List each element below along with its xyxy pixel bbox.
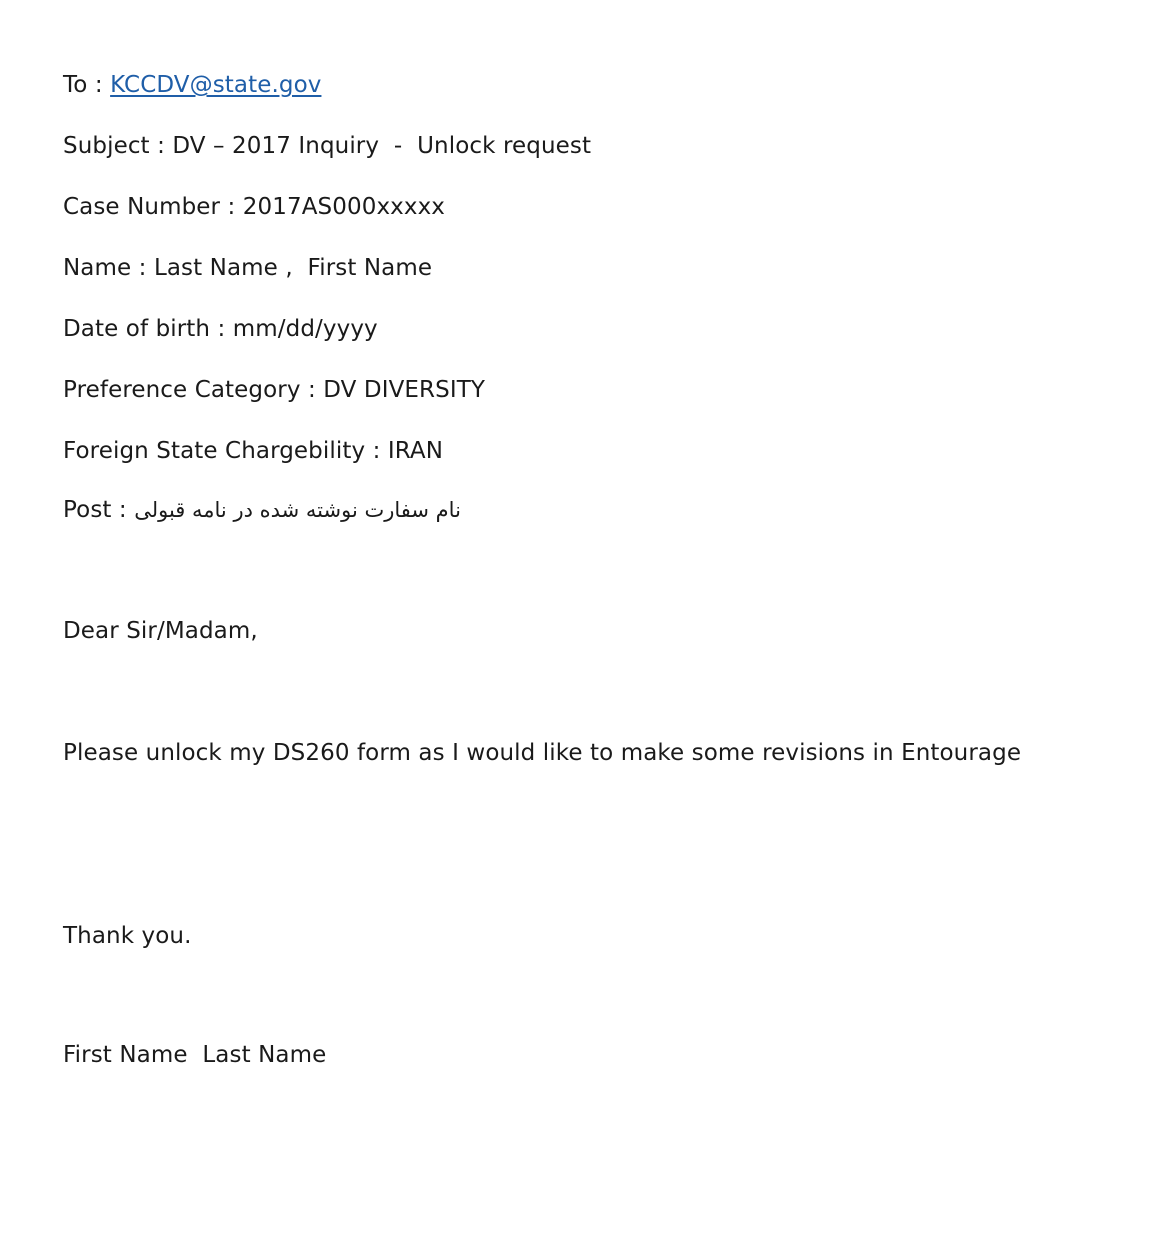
- to-line: [63, 70, 321, 100]
- post-line: [63, 495, 461, 525]
- name-label: Name :: [63, 255, 147, 281]
- foreign-state-label: Foreign State Chargebility :: [63, 438, 381, 464]
- to-label: To :: [63, 72, 103, 98]
- date-of-birth-value: mm/dd/yyyy: [232, 316, 378, 342]
- date-of-birth-line: [63, 314, 378, 344]
- subject-label: Subject :: [63, 133, 165, 159]
- case-number-line: [63, 192, 445, 222]
- post-value: نام سفارت نوشته شده در نامه قبولی: [134, 498, 461, 522]
- post-label: Post :: [63, 497, 127, 523]
- foreign-state-line: [63, 436, 443, 466]
- subject-line: [63, 131, 591, 161]
- case-number-value: 2017AS000xxxxx: [242, 194, 446, 220]
- foreign-state-value: IRAN: [387, 438, 444, 464]
- case-number-label: Case Number :: [63, 194, 236, 220]
- closing: Thank you.: [63, 923, 192, 949]
- preference-category-label: Preference Category :: [63, 377, 316, 403]
- body-paragraph: Please unlock my DS260 form as I would like to make some revisions in Entourage: [63, 740, 1022, 766]
- preference-category-line: [63, 375, 485, 405]
- name-line: [63, 253, 432, 283]
- signature: First Name Last Name: [63, 1042, 327, 1068]
- date-of-birth-label: Date of birth :: [63, 316, 226, 342]
- to-email-link[interactable]: KCCDV@state.gov: [110, 72, 322, 98]
- subject-value: DV – 2017 Inquiry - Unlock request: [172, 133, 592, 159]
- greeting: Dear Sir/Madam,: [63, 618, 258, 644]
- name-value: Last Name , First Name: [153, 255, 433, 281]
- preference-category-value: DV DIVERSITY: [323, 377, 486, 403]
